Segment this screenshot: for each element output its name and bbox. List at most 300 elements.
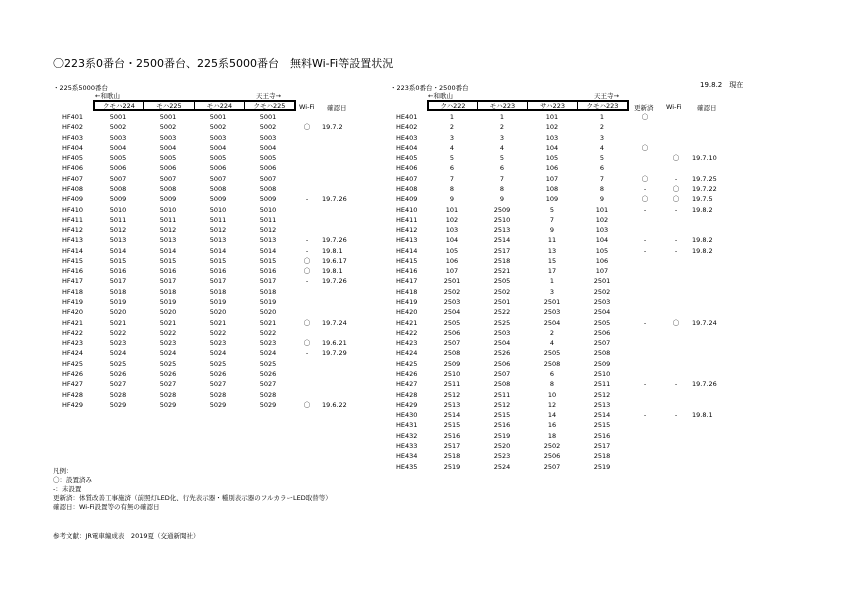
car-1-number: 4 — [449, 143, 455, 152]
car-1-number: 5012 — [109, 226, 127, 235]
formation-id: HE414 — [396, 246, 418, 255]
table-row — [0, 451, 842, 461]
formation-id: HE424 — [396, 349, 418, 358]
table-row — [0, 246, 842, 256]
formation-id: HF424 — [62, 349, 84, 358]
wifi-status: - — [674, 236, 678, 245]
page-title: 〇223系0番台・2500番台、225系5000番台 無料Wi-Fi等設置状況 — [53, 57, 394, 70]
car-3-number: 105 — [545, 154, 559, 163]
car-3-number: 8 — [549, 380, 555, 389]
car-1-number: 2516 — [443, 431, 461, 440]
left-car-header — [93, 100, 296, 111]
car-3-number: 5024 — [209, 349, 227, 358]
formation-id: HF402 — [62, 123, 84, 132]
car-2-number: 2526 — [493, 349, 511, 358]
table-row — [0, 266, 842, 276]
wifi-status: - — [305, 195, 309, 204]
car-1-number: 2505 — [443, 318, 461, 327]
car-2-number: 2520 — [493, 441, 511, 450]
car-4-number: 8 — [599, 184, 605, 193]
car-4-number: 2507 — [593, 339, 611, 348]
car-2-number: 5015 — [159, 256, 177, 265]
car-1-number: 2518 — [443, 452, 461, 461]
left-date-header: 確認日 — [327, 104, 347, 112]
car-4-number: 2504 — [593, 308, 611, 317]
car-1-number: 5007 — [109, 174, 127, 183]
formation-id: HE402 — [396, 123, 418, 132]
formation-id: HE410 — [396, 205, 418, 214]
car-4-number: 5013 — [259, 236, 277, 245]
car-3-number: 11 — [547, 236, 557, 245]
car-4-number: 5021 — [259, 318, 277, 327]
car-2-number: 2517 — [493, 246, 511, 255]
car-4-number: 2508 — [593, 349, 611, 358]
table-row — [0, 431, 842, 441]
renewal-status: 〇 — [641, 174, 649, 183]
car-3-number: 9 — [549, 226, 555, 235]
car-1-number: 7 — [449, 174, 455, 183]
legend-title: 凡例： — [53, 467, 73, 475]
car-4-number: 2519 — [593, 462, 611, 471]
car-1-number: 5001 — [109, 113, 127, 121]
wifi-status: - — [305, 246, 309, 255]
car-1-number: 102 — [445, 215, 459, 224]
car-1-number: 3 — [449, 133, 455, 142]
car-3-number: 5020 — [209, 308, 227, 317]
car-3-number: 2506 — [543, 452, 561, 461]
car-4-number: 5020 — [259, 308, 277, 317]
car-3-number: 12 — [547, 400, 557, 409]
table-row — [0, 441, 842, 451]
formation-id: HE413 — [396, 236, 418, 245]
car-3-number: 5021 — [209, 318, 227, 327]
car-4-number: 5014 — [259, 246, 277, 255]
table-row — [0, 194, 842, 204]
car-3-number: 5014 — [209, 246, 227, 255]
car-1-number: 5028 — [109, 390, 127, 399]
car-1-number: 5017 — [109, 277, 127, 286]
car-1-number: 5018 — [109, 287, 127, 296]
wifi-status: 〇 — [672, 154, 680, 163]
car-4-number: 5029 — [259, 400, 277, 409]
car-3-number: 2501 — [543, 298, 561, 307]
table-row — [0, 235, 842, 245]
car-2-number: 5017 — [159, 277, 177, 286]
car-3-number: 2502 — [543, 441, 561, 450]
formation-id: HF404 — [62, 143, 84, 152]
formation-id: HE407 — [396, 174, 418, 183]
left-section-title: ・225系5000番台 — [53, 84, 108, 92]
car-2-number: 5006 — [159, 164, 177, 173]
reference: 参考文献：JR電車編成表 2019夏（交通新聞社） — [53, 532, 200, 540]
car-2-number: 2510 — [493, 215, 511, 224]
check-date: 19.8.2 — [692, 246, 713, 255]
car-2-number: 5011 — [159, 215, 177, 224]
car-1-number: 101 — [445, 205, 459, 214]
car-4-number: 5008 — [259, 184, 277, 193]
formation-id: HF405 — [62, 154, 84, 163]
car-4-number: 5001 — [259, 113, 277, 121]
car-1-number: 5020 — [109, 308, 127, 317]
car-2-number: 7 — [499, 174, 505, 183]
car-4-number: 5 — [599, 154, 605, 163]
right-section-title: ・223系0番台・2500番台 — [390, 84, 469, 92]
wifi-status: 〇 — [303, 123, 311, 132]
car-2-number: 3 — [499, 133, 505, 142]
car-1-number: 2507 — [443, 339, 461, 348]
car-2-number: 2505 — [493, 277, 511, 286]
check-date: 19.7.26 — [322, 195, 347, 204]
car-1-number: 2514 — [443, 411, 461, 420]
formation-id: HF425 — [62, 359, 84, 368]
car-2-number: 5019 — [159, 298, 177, 307]
car-2-number: 2518 — [493, 256, 511, 265]
check-date: 19.7.26 — [322, 236, 347, 245]
car-2-number: 5028 — [159, 390, 177, 399]
car-3-number: 5026 — [209, 370, 227, 378]
car-1-number: 5019 — [109, 298, 127, 307]
car-2-number: 5009 — [159, 195, 177, 204]
car-4-number: 6 — [599, 164, 605, 173]
car-4-number: 5019 — [259, 298, 277, 307]
car-3-number: 2505 — [543, 349, 561, 358]
formation-id: HE418 — [396, 287, 418, 296]
car-4-number: 2505 — [593, 318, 611, 327]
car-2-number: 2521 — [493, 267, 511, 276]
formation-id: HE426 — [396, 370, 418, 378]
formation-id: HF409 — [62, 195, 84, 204]
car-1-number: 5026 — [109, 370, 127, 378]
table-row — [0, 410, 842, 420]
car-1-number: 2517 — [443, 441, 461, 450]
car-4-number: 5002 — [259, 123, 277, 132]
car-2-number: 2 — [499, 123, 505, 132]
formation-id: HE428 — [396, 390, 418, 399]
car-2-number: 2522 — [493, 308, 511, 317]
car-2-number: 5021 — [159, 318, 177, 327]
car-4-number: 2 — [599, 123, 605, 132]
car-3-number: 104 — [545, 143, 559, 152]
renewal-status: 〇 — [641, 143, 649, 152]
table-row — [0, 359, 842, 369]
car-1-number: 5004 — [109, 143, 127, 152]
car-4-number: 5027 — [259, 380, 277, 389]
check-date: 19.7.29 — [322, 349, 347, 358]
car-1-number: 5022 — [109, 328, 127, 337]
formation-id: HF414 — [62, 246, 84, 255]
car-2-number: 2511 — [493, 390, 511, 399]
right-car-header-2: モハ223 — [478, 102, 528, 109]
car-4-number: 5016 — [259, 267, 277, 276]
car-2-number: 2503 — [493, 328, 511, 337]
wifi-status: 〇 — [303, 267, 311, 276]
car-3-number: 4 — [549, 339, 555, 348]
car-4-number: 2502 — [593, 287, 611, 296]
car-3-number: 107 — [545, 174, 559, 183]
car-1-number: 6 — [449, 164, 455, 173]
car-2-number: 5026 — [159, 370, 177, 378]
formation-id: HF427 — [62, 380, 84, 389]
car-3-number: 7 — [549, 215, 555, 224]
car-4-number: 107 — [595, 267, 609, 276]
car-2-number: 2514 — [493, 236, 511, 245]
car-3-number: 101 — [545, 113, 559, 121]
formation-id: HE419 — [396, 298, 418, 307]
table-row — [0, 287, 842, 297]
car-2-number: 5010 — [159, 205, 177, 214]
car-4-number: 2510 — [593, 370, 611, 378]
formation-id: HF416 — [62, 267, 84, 276]
formation-id: HE417 — [396, 277, 418, 286]
car-1-number: 5011 — [109, 215, 127, 224]
car-1-number: 5 — [449, 154, 455, 163]
formation-id: HF412 — [62, 226, 84, 235]
car-3-number: 18 — [547, 431, 557, 440]
formation-id: HE415 — [396, 256, 418, 265]
car-2-number: 5003 — [159, 133, 177, 142]
car-2-number: 5014 — [159, 246, 177, 255]
right-direction-wakayama: ←和歌山 — [428, 92, 453, 100]
renewal-status: - — [643, 184, 647, 193]
formation-id: HE433 — [396, 441, 418, 450]
formation-id: HF406 — [62, 164, 84, 173]
car-3-number: 10 — [547, 390, 557, 399]
car-2-number: 2523 — [493, 452, 511, 461]
left-wifi-header: Wi-Fi — [299, 103, 315, 111]
car-4-number: 2517 — [593, 441, 611, 450]
wifi-status: 〇 — [672, 184, 680, 193]
car-1-number: 104 — [445, 236, 459, 245]
formation-id: HF411 — [62, 215, 84, 224]
car-2-number: 2507 — [493, 370, 511, 378]
car-2-number: 5018 — [159, 287, 177, 296]
formation-id: HE430 — [396, 411, 418, 420]
car-4-number: 3 — [599, 133, 605, 142]
wifi-status: 〇 — [303, 256, 311, 265]
right-wifi-header: Wi-Fi — [666, 103, 682, 111]
car-3-number: 108 — [545, 184, 559, 193]
car-4-number: 5022 — [259, 328, 277, 337]
formation-id: HF408 — [62, 184, 84, 193]
right-date-header: 確認日 — [697, 104, 717, 112]
right-car-header-3: サハ223 — [528, 102, 578, 109]
formation-id: HF420 — [62, 308, 84, 317]
car-1-number: 5005 — [109, 154, 127, 163]
formation-id: HF419 — [62, 298, 84, 307]
car-2-number: 2525 — [493, 318, 511, 327]
formation-id: HF403 — [62, 133, 84, 142]
formation-id: HF422 — [62, 328, 84, 337]
formation-id: HF428 — [62, 390, 84, 399]
car-3-number: 5002 — [209, 123, 227, 132]
check-date: 19.7.24 — [322, 318, 347, 327]
car-3-number: 5009 — [209, 195, 227, 204]
table-row — [0, 379, 842, 389]
table-row — [0, 205, 842, 215]
table-row — [0, 420, 842, 430]
car-2-number: 5024 — [159, 349, 177, 358]
car-4-number: 2501 — [593, 277, 611, 286]
car-1-number: 5023 — [109, 339, 127, 348]
car-4-number: 2511 — [593, 380, 611, 389]
car-2-number: 5020 — [159, 308, 177, 317]
legend-renewed: 更新済：体質改善工事施済（前照灯LED化、行先表示器・種別表示器のフルカラーLED取替等） — [53, 494, 332, 502]
car-3-number: 1 — [549, 277, 555, 286]
formation-id: HE406 — [396, 164, 418, 173]
car-4-number: 102 — [595, 215, 609, 224]
legend-check-date: 確認日：Wi-Fi設置等の有無の確認日 — [53, 503, 160, 511]
car-1-number: 2 — [449, 123, 455, 132]
car-1-number: 8 — [449, 184, 455, 193]
car-4-number: 5006 — [259, 164, 277, 173]
formation-id: HE423 — [396, 339, 418, 348]
table-row — [0, 122, 842, 132]
renewal-status: - — [643, 318, 647, 327]
car-4-number: 5028 — [259, 390, 277, 399]
car-2-number: 1 — [499, 113, 505, 121]
table-row — [0, 307, 842, 317]
car-1-number: 5006 — [109, 164, 127, 173]
car-4-number: 2518 — [593, 452, 611, 461]
check-date: 19.8.2 — [692, 236, 713, 245]
car-3-number: 5029 — [209, 400, 227, 409]
car-4-number: 5025 — [259, 359, 277, 368]
formation-id: HE408 — [396, 184, 418, 193]
car-4-number: 5010 — [259, 205, 277, 214]
wifi-status: - — [674, 174, 678, 183]
table-row — [0, 143, 842, 153]
car-1-number: 2503 — [443, 298, 461, 307]
formation-id: HF423 — [62, 339, 84, 348]
table-row — [0, 174, 842, 184]
car-1-number: 2501 — [443, 277, 461, 286]
check-date: 19.7.24 — [692, 318, 717, 327]
car-4-number: 101 — [595, 205, 609, 214]
check-date: 19.7.10 — [692, 154, 717, 163]
car-2-number: 2515 — [493, 411, 511, 420]
car-4-number: 104 — [595, 236, 609, 245]
car-2-number: 2509 — [493, 205, 511, 214]
car-4-number: 5012 — [259, 226, 277, 235]
car-2-number: 5 — [499, 154, 505, 163]
formation-id: HE405 — [396, 154, 418, 163]
car-3-number: 2503 — [543, 308, 561, 317]
table-row — [0, 348, 842, 358]
formation-id: HE412 — [396, 226, 418, 235]
formation-id: HE425 — [396, 359, 418, 368]
check-date: 19.8.1 — [322, 246, 343, 255]
car-2-number: 2504 — [493, 339, 511, 348]
check-date: 19.7.2 — [322, 123, 343, 132]
formation-id: HF418 — [62, 287, 84, 296]
car-4-number: 2506 — [593, 328, 611, 337]
car-2-number: 9 — [499, 195, 505, 204]
car-3-number: 5019 — [209, 298, 227, 307]
check-date: 19.7.25 — [692, 174, 717, 183]
car-3-number: 109 — [545, 195, 559, 204]
car-1-number: 5027 — [109, 380, 127, 389]
car-3-number: 5003 — [209, 133, 227, 142]
car-3-number: 106 — [545, 164, 559, 173]
car-4-number: 2509 — [593, 359, 611, 368]
formation-id: HF429 — [62, 400, 84, 409]
formation-id: HF407 — [62, 174, 84, 183]
car-3-number: 5023 — [209, 339, 227, 348]
car-2-number: 5008 — [159, 184, 177, 193]
left-car-header-3: モハ224 — [195, 102, 245, 109]
formation-id: HE409 — [396, 195, 418, 204]
left-direction-wakayama: ←和歌山 — [95, 92, 120, 100]
car-3-number: 5004 — [209, 143, 227, 152]
car-1-number: 2508 — [443, 349, 461, 358]
car-1-number: 2512 — [443, 390, 461, 399]
table-row — [0, 297, 842, 307]
table-row — [0, 328, 842, 338]
car-1-number: 2519 — [443, 462, 461, 471]
car-1-number: 5014 — [109, 246, 127, 255]
car-4-number: 5024 — [259, 349, 277, 358]
car-1-number: 2506 — [443, 328, 461, 337]
car-1-number: 2509 — [443, 359, 461, 368]
left-car-header-1: クモハ224 — [95, 102, 144, 109]
formation-id: HE416 — [396, 267, 418, 276]
car-4-number: 105 — [595, 246, 609, 255]
car-3-number: 5011 — [209, 215, 227, 224]
car-2-number: 5005 — [159, 154, 177, 163]
formation-id: HF410 — [62, 205, 84, 214]
car-4-number: 2514 — [593, 411, 611, 420]
car-4-number: 5018 — [259, 287, 277, 296]
car-4-number: 2515 — [593, 421, 611, 430]
car-4-number: 5004 — [259, 143, 277, 152]
car-4-number: 5007 — [259, 174, 277, 183]
car-3-number: 5013 — [209, 236, 227, 245]
car-4-number: 2512 — [593, 390, 611, 399]
car-4-number: 106 — [595, 256, 609, 265]
as-of-date: 19.8.2 現在 — [700, 81, 744, 89]
car-3-number: 17 — [547, 267, 557, 276]
right-car-header-1: クハ222 — [429, 102, 478, 109]
table-row — [0, 390, 842, 400]
car-1-number: 1 — [449, 113, 455, 121]
car-1-number: 107 — [445, 267, 459, 276]
table-row — [0, 256, 842, 266]
car-3-number: 6 — [549, 370, 555, 378]
car-1-number: 5009 — [109, 195, 127, 204]
car-1-number: 5021 — [109, 318, 127, 327]
car-4-number: 5005 — [259, 154, 277, 163]
car-2-number: 5029 — [159, 400, 177, 409]
car-1-number: 2504 — [443, 308, 461, 317]
legend-installed: 〇：設置済み — [53, 476, 92, 484]
car-1-number: 2511 — [443, 380, 461, 389]
car-3-number: 15 — [547, 256, 557, 265]
renewal-status: - — [643, 205, 647, 214]
wifi-status: - — [305, 349, 309, 358]
car-1-number: 103 — [445, 226, 459, 235]
formation-id: HF413 — [62, 236, 84, 245]
table-row — [0, 215, 842, 225]
car-2-number: 2519 — [493, 431, 511, 440]
car-2-number: 2512 — [493, 400, 511, 409]
car-2-number: 2516 — [493, 421, 511, 430]
car-2-number: 2502 — [493, 287, 511, 296]
car-2-number: 5022 — [159, 328, 177, 337]
renewal-status: - — [643, 236, 647, 245]
renewal-status: - — [643, 380, 647, 389]
car-1-number: 5002 — [109, 123, 127, 132]
car-2-number: 6 — [499, 164, 505, 173]
